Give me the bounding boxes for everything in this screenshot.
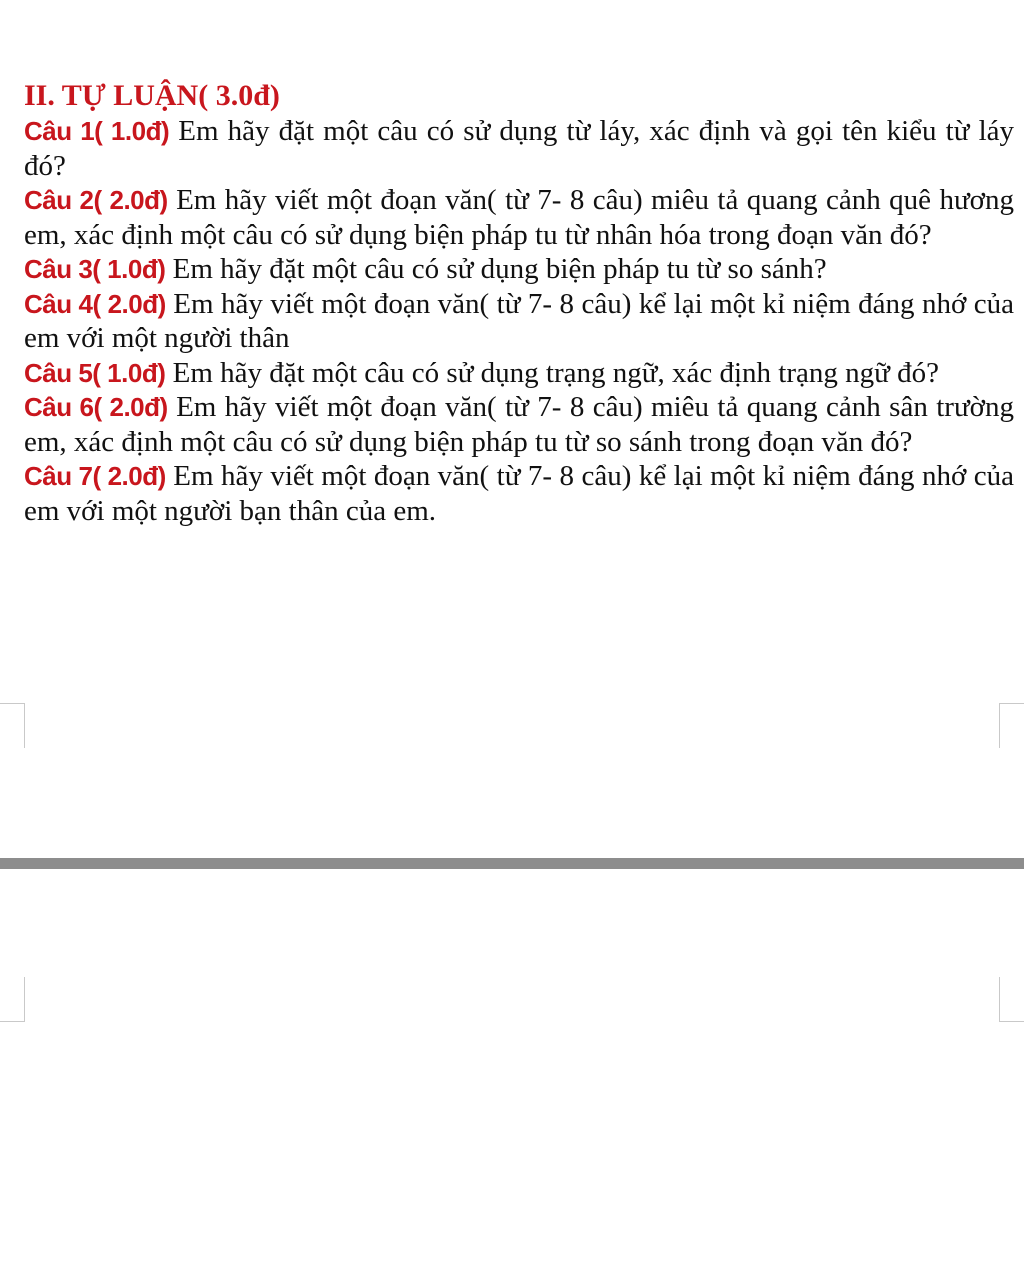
- question-text: Em hãy viết một đoạn văn( từ 7- 8 câu) kể lại một kỉ niệm đáng nhớ của em với một người thân: [24, 287, 1014, 354]
- question-6: [24, 390, 1014, 459]
- question-label: Câu 3( 1.0đ): [24, 254, 166, 284]
- question-1: [24, 114, 1014, 183]
- question-text: Em hãy đặt một câu có sử dụng từ láy, xác định và gọi tên kiểu từ láy đó?: [24, 115, 1014, 182]
- question-7: [24, 459, 1014, 528]
- question-label: Câu 2( 2.0đ): [24, 185, 168, 215]
- question-2: [24, 183, 1014, 252]
- question-label: Câu 7( 2.0đ): [24, 461, 166, 491]
- question-4: [24, 287, 1014, 356]
- question-3: [24, 252, 1014, 287]
- section-title: II. TỰ LUẬN( 3.0đ): [24, 79, 280, 112]
- question-label: Câu 6( 2.0đ): [24, 392, 168, 422]
- page-break-divider: [0, 858, 1024, 869]
- question-text: Em hãy viết một đoạn văn( từ 7- 8 câu) miêu tả quang cảnh sân trường em, xác định một câu có sử dụng biện pháp tu từ so sánh trong đoạn văn đó?: [24, 391, 1014, 458]
- question-text: Em hãy viết một đoạn văn( từ 7- 8 câu) kể lại một kỉ niệm đáng nhớ của em với một người bạn thân của em.: [24, 460, 1014, 527]
- question-text: Em hãy đặt một câu có sử dụng trạng ngữ, xác định trạng ngữ đó?: [165, 356, 939, 389]
- question-text: Em hãy viết một đoạn văn( từ 7- 8 câu) miêu tả quang cảnh quê hương em, xác định một câu có sử dụng biện pháp tu từ nhân hóa trong đoạn văn đó?: [24, 184, 1014, 251]
- question-text: Em hãy đặt một câu có sử dụng biện pháp tu từ so sánh?: [165, 253, 827, 285]
- page-margin-corner-top-right: [999, 703, 1024, 748]
- question-label: Câu 4( 2.0đ): [24, 288, 166, 319]
- question-label: Câu 1( 1.0đ): [24, 116, 170, 146]
- question-label: Câu 5( 1.0đ): [24, 357, 166, 388]
- page-margin-corner-top-left: [0, 703, 25, 748]
- page-margin-corner-bottom-right: [999, 977, 1024, 1022]
- page-margin-corner-bottom-left: [0, 977, 25, 1022]
- question-5: [24, 356, 1014, 391]
- essay-section: [24, 78, 1014, 528]
